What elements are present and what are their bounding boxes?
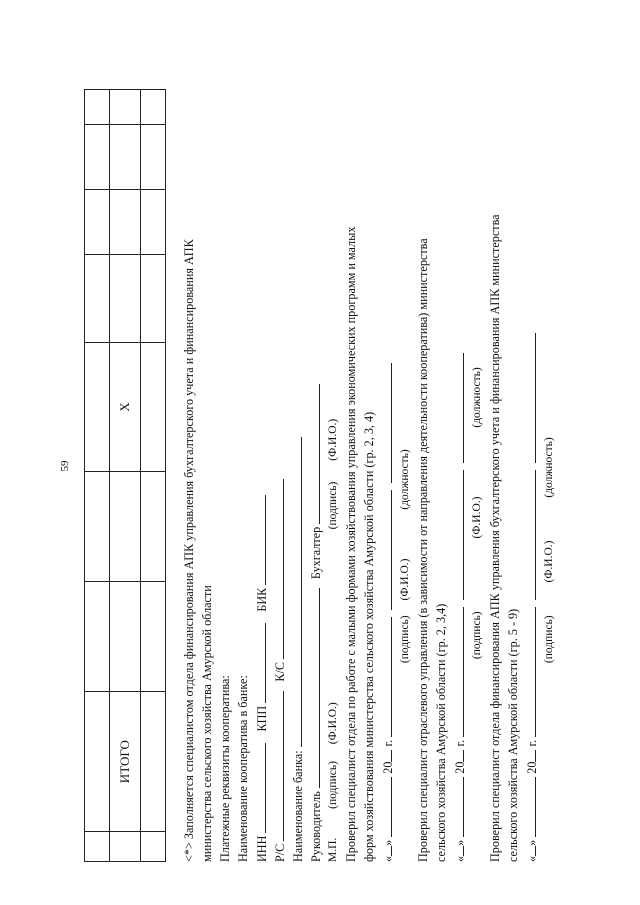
caption-line bbox=[396, 72, 414, 862]
accountant-signature-field bbox=[306, 384, 320, 524]
table-cell bbox=[85, 472, 110, 582]
table-cell bbox=[85, 692, 110, 832]
table-cell bbox=[141, 582, 166, 692]
table-cell bbox=[141, 254, 166, 342]
note-line: <*> Заполняется специалистом отдела финансирования АПК управления бухгалтерского учета и финансирования АПК bbox=[182, 239, 196, 862]
date-signature-line bbox=[450, 72, 468, 862]
table-cell bbox=[141, 124, 166, 189]
year-prefix: 20 bbox=[453, 761, 467, 774]
table-cell bbox=[110, 582, 141, 692]
fio-caption: (Ф.И.О.) bbox=[471, 496, 483, 539]
bank-name-label: Наименование кооператива в банке: bbox=[236, 675, 250, 862]
kpp-label: КПП bbox=[255, 705, 269, 732]
quote-open: « bbox=[381, 855, 395, 862]
signature-field bbox=[522, 607, 536, 737]
bank-field bbox=[288, 437, 302, 747]
summary-table bbox=[84, 89, 166, 862]
checked-note: Проверил специалист отдела по работе с малыми формами хозяйствования управления экономических программ и малых bbox=[344, 226, 358, 862]
day-field bbox=[378, 846, 392, 856]
note-line: министерства сельского хозяйства Амурской области bbox=[200, 585, 214, 862]
table-cell bbox=[110, 254, 141, 342]
bik-field bbox=[252, 495, 266, 585]
caption-line bbox=[540, 72, 558, 862]
month-field bbox=[450, 777, 464, 837]
mp-label: М.П. bbox=[327, 837, 339, 862]
rotated-page-content bbox=[84, 62, 555, 862]
signature-caption: (подпись) bbox=[471, 611, 483, 660]
table-cell bbox=[110, 124, 141, 189]
day-field bbox=[450, 846, 464, 856]
quote-close: » bbox=[525, 839, 539, 846]
table-cell bbox=[141, 832, 166, 862]
accountant-label: Бухгалтер bbox=[309, 526, 323, 580]
year-prefix: 20 bbox=[381, 761, 395, 774]
table-cell bbox=[141, 342, 166, 472]
table-cell bbox=[141, 189, 166, 254]
checked-note: Проверил специалист отдела финансирования АПК управления бухгалтерского учета и финансирования АПК министерства bbox=[488, 214, 502, 862]
signature-field bbox=[378, 617, 392, 737]
year-suffix: г. bbox=[381, 739, 395, 747]
signature-caption: (подпись) bbox=[327, 761, 339, 809]
ks-field bbox=[270, 479, 284, 659]
table-cell bbox=[85, 189, 110, 254]
fio-caption: (Ф.И.О.) bbox=[543, 540, 555, 583]
table-row bbox=[110, 90, 141, 862]
year-field bbox=[522, 750, 536, 762]
month-field bbox=[522, 777, 536, 837]
table-cell bbox=[85, 832, 110, 862]
table-cell bbox=[141, 692, 166, 832]
table-cell bbox=[110, 832, 141, 862]
rs-label: Р/С bbox=[273, 843, 287, 862]
month-field bbox=[378, 777, 392, 837]
signature-caption: (подпись) bbox=[543, 615, 555, 664]
bank-label: Наименование банка: bbox=[291, 750, 305, 862]
kpp-field bbox=[252, 623, 266, 703]
table-cell bbox=[85, 342, 110, 472]
bank-details-heading: Платежные реквизиты кооператива: bbox=[218, 675, 232, 862]
x-mark: Х bbox=[110, 342, 141, 472]
form-text bbox=[180, 72, 558, 862]
total-label: ИТОГО bbox=[110, 692, 141, 832]
fio-caption: (Ф.И.О.) bbox=[327, 702, 339, 745]
position-caption: (должность) bbox=[543, 437, 555, 498]
table-cell bbox=[85, 254, 110, 342]
year-field bbox=[378, 750, 392, 762]
rs-field bbox=[270, 691, 284, 841]
fio-field bbox=[378, 490, 392, 610]
head-label: Руководитель bbox=[309, 791, 323, 862]
checked-note: форм хозяйствования министерства сельского хозяйства Амурской области (гр. 2, 3, 4) bbox=[362, 411, 376, 862]
table-row bbox=[85, 90, 110, 862]
year-suffix: г. bbox=[525, 739, 539, 747]
checked-note: сельского хозяйства Амурской области (гр. 5 - 9) bbox=[506, 608, 520, 862]
inn-kpp-bik-line bbox=[252, 72, 270, 862]
position-field bbox=[450, 353, 464, 463]
position-caption: (должность) bbox=[471, 367, 483, 428]
caption-line bbox=[468, 72, 486, 862]
year-prefix: 20 bbox=[525, 761, 539, 774]
signature-field bbox=[450, 607, 464, 737]
quote-close: » bbox=[381, 839, 395, 846]
head-accountant-line bbox=[306, 72, 324, 862]
table-cell bbox=[85, 582, 110, 692]
checked-note: сельского хозяйства Амурской области (гр. 2, 3,4) bbox=[434, 603, 448, 862]
mp-caption-line bbox=[324, 72, 342, 862]
fio-field bbox=[450, 470, 464, 600]
position-field bbox=[378, 363, 392, 483]
table-cell bbox=[141, 472, 166, 582]
rs-ks-line bbox=[270, 72, 288, 862]
quote-open: « bbox=[453, 855, 467, 862]
fio-caption: (Ф.И.О.) bbox=[327, 418, 339, 461]
quote-close: » bbox=[453, 839, 467, 846]
fio-field bbox=[522, 470, 536, 600]
table-cell bbox=[85, 90, 110, 125]
signature-caption: (подпись) bbox=[327, 481, 339, 530]
page-number: 59 bbox=[59, 460, 71, 472]
table-cell bbox=[110, 90, 141, 125]
inn-field bbox=[252, 743, 266, 833]
head-signature-field bbox=[306, 588, 320, 788]
year-suffix: г. bbox=[453, 739, 467, 747]
signature-caption: (подпись) bbox=[399, 615, 411, 664]
position-caption: (должность) bbox=[399, 449, 411, 510]
inn-label: ИНН bbox=[255, 835, 269, 862]
day-field bbox=[522, 846, 536, 856]
table-cell bbox=[110, 189, 141, 254]
fio-caption: (Ф.И.О.) bbox=[399, 558, 411, 601]
bank-line bbox=[288, 72, 306, 862]
date-signature-line bbox=[522, 72, 540, 862]
date-signature-line bbox=[378, 72, 396, 862]
quote-open: « bbox=[525, 855, 539, 862]
position-field bbox=[522, 333, 536, 463]
table-cell bbox=[85, 124, 110, 189]
ks-label: К/С bbox=[273, 661, 287, 682]
table-cell bbox=[141, 90, 166, 125]
checked-note: Проверил специалист отраслевого управления (в зависимости от направления деятельности кооператива) министерства bbox=[416, 238, 430, 862]
bik-label: БИК bbox=[255, 587, 269, 612]
table-row bbox=[141, 90, 166, 862]
year-field bbox=[450, 750, 464, 762]
table-cell bbox=[110, 472, 141, 582]
